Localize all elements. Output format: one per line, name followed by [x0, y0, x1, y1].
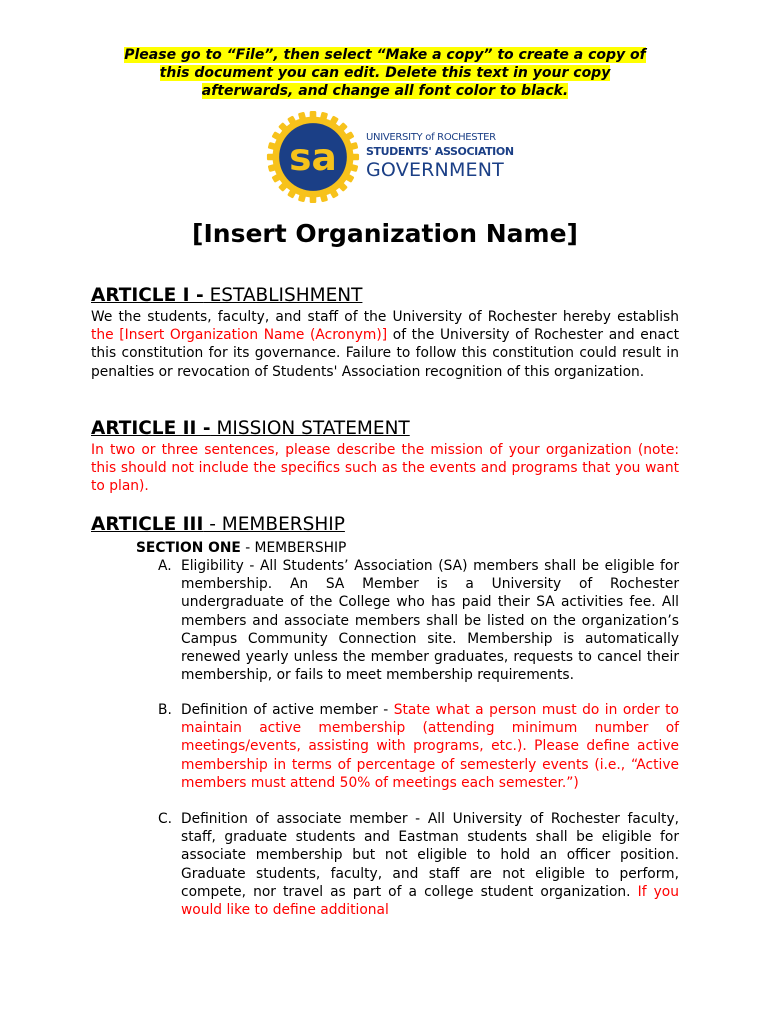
- logo-government-text: GOVERNMENT: [366, 159, 504, 181]
- logo-university-text: UNIVERSITY of ROCHESTER: [366, 132, 496, 143]
- membership-item-c: [136, 810, 679, 919]
- item-a-letter: A.: [158, 558, 172, 574]
- article-3-number: ARTICLE III: [91, 514, 204, 535]
- article-1-text-b: of the University of Rochester and enact this constitution for its governance. Failure to follow this constitution could result in penalties or revocation of Students' Association recognition of this organization.: [91, 327, 679, 380]
- organization-name-title: [Insert Organization Name]: [192, 219, 578, 248]
- notice-line-1: Please go to “File”, then select “Make a copy” to create a copy of: [124, 47, 646, 63]
- sa-government-logo: [266, 110, 526, 205]
- item-b-text-black: Definition of active member -: [181, 702, 394, 718]
- item-c-text-black: Definition of associate member - All University of Rochester faculty, staff, graduate students and Eastman students shall be eligible for associate membership but not eligible to hold an officer position. Graduate students, faculty, and staff are not eligible to perform, compete, nor travel as part of a college student organization.: [181, 811, 679, 900]
- item-b-letter: B.: [158, 702, 172, 718]
- article-1-heading: [91, 284, 362, 308]
- article-1-title: ESTABLISHMENT: [203, 285, 363, 306]
- section-one-label: SECTION ONE: [136, 540, 241, 556]
- membership-item-b: [136, 701, 679, 792]
- article-2-title: MISSION STATEMENT: [210, 418, 410, 439]
- notice-line-3: afterwards, and change all font color to black.: [201, 83, 569, 99]
- item-c-letter: C.: [158, 811, 173, 827]
- article-1-number: ARTICLE I -: [91, 285, 204, 306]
- item-c-text-red: If you would like to define additional: [181, 883, 679, 919]
- item-c-text: [181, 810, 679, 919]
- item-b-text-red: State what a person must do in order to maintain active membership (attending minimum number of meetings/events, assisting with programs, etc.). Please define active membership in terms of percentage of semesterly events (i.e., “Active members must attend 50% of meetings each semester.”): [181, 702, 679, 791]
- article-1-org-placeholder: the [Insert Organization Name (Acronym)]: [91, 327, 388, 344]
- item-a-text: Eligibility - All Students’ Association (SA) members shall be eligible for membership. An SA Member is a University of Rochester undergraduate of the College who has paid their SA activities fee. All members and associate members shall be listed on the organization’s Campus Community Connection site. Membership is automatically renewed yearly unless the member graduates, requests to cancel their membership, or fails to meet membership requirements.: [181, 558, 679, 684]
- membership-item-a: [136, 557, 679, 684]
- section-one-heading: [136, 539, 346, 557]
- article-2-mission-placeholder: In two or three sentences, please describe the mission of your organization (note: this should not include the specifics such as the events and programs that you want to plan).: [91, 442, 679, 495]
- article-3-title: - MEMBERSHIP: [203, 514, 345, 535]
- sa-gear-badge-icon: [266, 110, 360, 204]
- logo-wordmark: [366, 132, 526, 181]
- item-b-text: [181, 701, 679, 792]
- article-3-heading: [91, 513, 345, 537]
- notice-line-2: this document you can edit. Delete this text in your copy: [159, 65, 611, 81]
- copy-instruction-notice: [60, 46, 710, 100]
- article-2-heading: [91, 417, 410, 441]
- article-1-text: [91, 308, 679, 381]
- badge-text: sa: [289, 135, 337, 180]
- article-2-number: ARTICLE II -: [91, 418, 211, 439]
- logo-association-text: STUDENTS' ASSOCIATION: [366, 145, 514, 158]
- article-1-text-a: We the students, faculty, and staff of the University of Rochester hereby establish: [91, 309, 679, 325]
- section-one-title: - MEMBERSHIP: [240, 540, 347, 556]
